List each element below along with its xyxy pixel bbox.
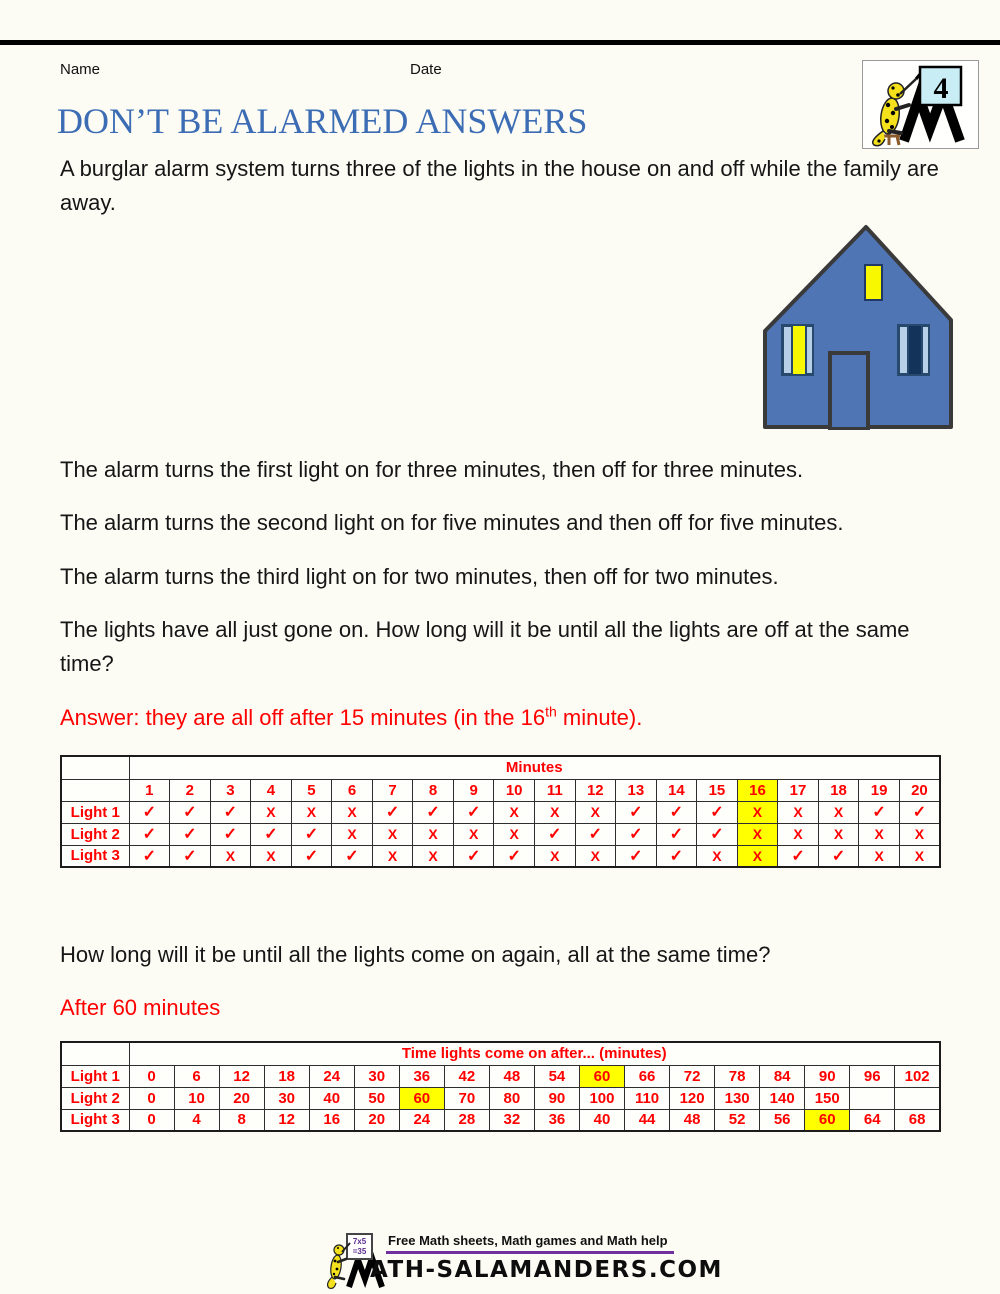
time-cell: 28 — [444, 1109, 489, 1131]
time-cell: 54 — [534, 1065, 579, 1087]
minute-column-header: 20 — [899, 779, 940, 801]
status-cell: ✓ — [291, 823, 332, 845]
grade-logo-icon — [863, 61, 978, 148]
minute-column-header: 12 — [575, 779, 616, 801]
status-cell: X — [494, 801, 535, 823]
minute-column-header: 10 — [494, 779, 535, 801]
status-cell: X — [737, 801, 778, 823]
minutes-table-header: Minutes — [129, 756, 940, 779]
time-cell: 140 — [760, 1087, 805, 1109]
time-cell: 70 — [444, 1087, 489, 1109]
time-cell: 4 — [174, 1109, 219, 1131]
status-cell: ✓ — [656, 801, 697, 823]
time-cell: 60 — [579, 1065, 624, 1087]
status-cell: X — [737, 823, 778, 845]
statement-2: The alarm turns the second light on for five minutes and then off for five minutes. — [60, 510, 844, 535]
time-cell: 8 — [219, 1109, 264, 1131]
question-1: The lights have all just gone on. How long will it be until all the lights are off at the same time? — [60, 617, 910, 676]
time-cell: 64 — [850, 1109, 895, 1131]
time-cell: 84 — [760, 1065, 805, 1087]
time-cell: 68 — [895, 1109, 940, 1131]
status-cell: ✓ — [372, 801, 413, 823]
time-cell: 44 — [625, 1109, 670, 1131]
footer-logo — [324, 1231, 723, 1291]
status-cell: X — [494, 823, 535, 845]
minute-column-header: 17 — [778, 779, 819, 801]
minute-column-header: 7 — [372, 779, 413, 801]
time-cell: 0 — [129, 1087, 174, 1109]
light-row-label: Light 1 — [61, 801, 129, 823]
date-label: Date — [410, 61, 442, 78]
status-cell: ✓ — [859, 801, 900, 823]
footer-site-name: ATH-SALAMANDERS.COM — [370, 1257, 723, 1283]
right-window-off — [897, 324, 930, 376]
time-cell: 40 — [579, 1109, 624, 1131]
status-cell: ✓ — [697, 823, 738, 845]
status-cell: X — [899, 823, 940, 845]
status-cell: X — [859, 823, 900, 845]
attic-window-lit — [865, 265, 882, 300]
minute-column-header: 8 — [413, 779, 454, 801]
status-cell: ✓ — [170, 845, 211, 867]
status-cell: X — [453, 823, 494, 845]
statement-1: The alarm turns the first light on for three minutes, then off for three minutes. — [60, 457, 804, 482]
status-cell: ✓ — [778, 845, 819, 867]
status-cell: X — [332, 823, 373, 845]
footer — [0, 1231, 1000, 1291]
intro-paragraph: A burglar alarm system turns three of the lights in the house on and off while the family are away. — [60, 156, 939, 215]
door — [830, 353, 868, 429]
time-cell: 102 — [895, 1065, 940, 1087]
status-cell: ✓ — [170, 801, 211, 823]
status-cell: ✓ — [818, 845, 859, 867]
time-cell: 90 — [534, 1087, 579, 1109]
minutes-status-table — [60, 755, 941, 868]
name-label: Name — [60, 61, 101, 78]
minute-column-header: 13 — [616, 779, 657, 801]
answer-1 — [60, 701, 942, 735]
time-cell: 72 — [670, 1065, 715, 1087]
answer-2: After 60 minutes — [60, 995, 221, 1020]
status-cell: ✓ — [332, 845, 373, 867]
status-cell: X — [291, 801, 332, 823]
status-cell: X — [210, 845, 251, 867]
time-cell: 18 — [264, 1065, 309, 1087]
board-text-line1: 7x5 — [352, 1237, 367, 1246]
time-cell: 130 — [715, 1087, 760, 1109]
time-cell: 42 — [444, 1065, 489, 1087]
light-row-label: Light 2 — [61, 1087, 129, 1109]
status-cell: ✓ — [494, 845, 535, 867]
time-cell: 96 — [850, 1065, 895, 1087]
status-cell: ✓ — [129, 845, 170, 867]
footer-underline — [386, 1251, 674, 1254]
time-cell: 110 — [625, 1087, 670, 1109]
status-cell: X — [372, 823, 413, 845]
time-cell: 12 — [219, 1065, 264, 1087]
status-cell: X — [697, 845, 738, 867]
minute-column-header: 11 — [534, 779, 575, 801]
light-row-label: Light 1 — [61, 1065, 129, 1087]
time-cell: 150 — [805, 1087, 850, 1109]
time-cell: 52 — [715, 1109, 760, 1131]
time-cell: 10 — [174, 1087, 219, 1109]
page-title: DON’T BE ALARMED ANSWERS — [57, 101, 588, 141]
time-cell: 60 — [399, 1087, 444, 1109]
status-cell: X — [818, 823, 859, 845]
status-cell: ✓ — [453, 845, 494, 867]
grade-number: 4 — [933, 72, 949, 105]
time-cell: 66 — [625, 1065, 670, 1087]
status-cell: ✓ — [534, 823, 575, 845]
time-cell: 48 — [489, 1065, 534, 1087]
status-cell: ✓ — [656, 823, 697, 845]
status-cell: ✓ — [210, 801, 251, 823]
status-cell: ✓ — [170, 823, 211, 845]
footer-tagline: Free Math sheets, Math games and Math help — [388, 1233, 668, 1248]
board-text-line2: =35 — [352, 1247, 367, 1256]
time-cell: 36 — [534, 1109, 579, 1131]
status-cell: ✓ — [251, 823, 292, 845]
time-cell: 80 — [489, 1087, 534, 1109]
time-cell: 48 — [670, 1109, 715, 1131]
time-cell: 30 — [354, 1065, 399, 1087]
minute-column-header: 5 — [291, 779, 332, 801]
minute-column-header: 18 — [818, 779, 859, 801]
time-cell: 32 — [489, 1109, 534, 1131]
table-corner-cell — [61, 779, 129, 801]
status-cell: ✓ — [616, 801, 657, 823]
status-cell: X — [413, 823, 454, 845]
house-icon — [762, 224, 954, 430]
time-cell: 50 — [354, 1087, 399, 1109]
minute-column-header: 15 — [697, 779, 738, 801]
answer-1-text: Answer: they are all off after 15 minutes (in the 16 — [60, 705, 546, 730]
status-cell: ✓ — [616, 845, 657, 867]
minute-column-header: 9 — [453, 779, 494, 801]
light-row-label: Light 2 — [61, 823, 129, 845]
status-cell: ✓ — [210, 823, 251, 845]
light-row-label: Light 3 — [61, 845, 129, 867]
status-cell: X — [534, 801, 575, 823]
time-cell: 56 — [760, 1109, 805, 1131]
table-corner-cell — [61, 756, 129, 779]
status-cell: ✓ — [291, 845, 332, 867]
time-cell: 16 — [309, 1109, 354, 1131]
minute-column-header: 4 — [251, 779, 292, 801]
time-cell: 0 — [129, 1109, 174, 1131]
status-cell: ✓ — [656, 845, 697, 867]
status-cell: ✓ — [899, 801, 940, 823]
status-cell: X — [575, 801, 616, 823]
time-cell: 0 — [129, 1065, 174, 1087]
grade-logo — [862, 60, 979, 149]
time-cell: 30 — [264, 1087, 309, 1109]
time-cell: 12 — [264, 1109, 309, 1131]
time-cell: 36 — [399, 1065, 444, 1087]
status-cell: X — [251, 801, 292, 823]
time-cell: 24 — [309, 1065, 354, 1087]
status-cell: X — [372, 845, 413, 867]
status-cell: ✓ — [413, 801, 454, 823]
time-cell: 6 — [174, 1065, 219, 1087]
status-cell: ✓ — [616, 823, 657, 845]
time-cell: 100 — [579, 1087, 624, 1109]
status-cell: X — [413, 845, 454, 867]
minute-column-header: 16 — [737, 779, 778, 801]
light-row-label: Light 3 — [61, 1109, 129, 1131]
status-cell: X — [534, 845, 575, 867]
minute-column-header: 14 — [656, 779, 697, 801]
status-cell: X — [778, 801, 819, 823]
status-cell: ✓ — [453, 801, 494, 823]
question-2: How long will it be until all the lights come on again, all at the same time? — [60, 942, 771, 967]
minute-column-header: 2 — [170, 779, 211, 801]
time-cell: 120 — [670, 1087, 715, 1109]
top-divider — [0, 40, 1000, 45]
minute-column-header: 6 — [332, 779, 373, 801]
status-cell: ✓ — [575, 823, 616, 845]
status-cell: X — [737, 845, 778, 867]
status-cell: X — [575, 845, 616, 867]
status-cell: X — [332, 801, 373, 823]
answer-1-suffix: minute). — [556, 705, 643, 730]
time-cell: 78 — [715, 1065, 760, 1087]
time-cell: 40 — [309, 1087, 354, 1109]
house-illustration — [762, 224, 954, 435]
time-cell — [850, 1087, 895, 1109]
time-cell: 24 — [399, 1109, 444, 1131]
time-cell: 20 — [219, 1087, 264, 1109]
left-window-lit — [781, 324, 814, 376]
status-cell: X — [778, 823, 819, 845]
status-cell: X — [251, 845, 292, 867]
status-cell: X — [818, 801, 859, 823]
status-cell: ✓ — [697, 801, 738, 823]
time-cell: 20 — [354, 1109, 399, 1131]
light-on-times-table — [60, 1041, 941, 1132]
status-cell: X — [859, 845, 900, 867]
time-cell: 60 — [805, 1109, 850, 1131]
answer-1-superscript: th — [545, 703, 557, 720]
status-cell: X — [899, 845, 940, 867]
time-cell: 90 — [805, 1065, 850, 1087]
status-cell: ✓ — [129, 823, 170, 845]
minute-column-header: 1 — [129, 779, 170, 801]
minute-column-header: 19 — [859, 779, 900, 801]
status-cell: ✓ — [129, 801, 170, 823]
statement-3: The alarm turns the third light on for two minutes, then off for two minutes. — [60, 564, 779, 589]
minute-column-header: 3 — [210, 779, 251, 801]
table-corner-cell — [61, 1042, 129, 1065]
time-cell — [895, 1087, 940, 1109]
on-times-table-header: Time lights come on after... (minutes) — [129, 1042, 940, 1065]
